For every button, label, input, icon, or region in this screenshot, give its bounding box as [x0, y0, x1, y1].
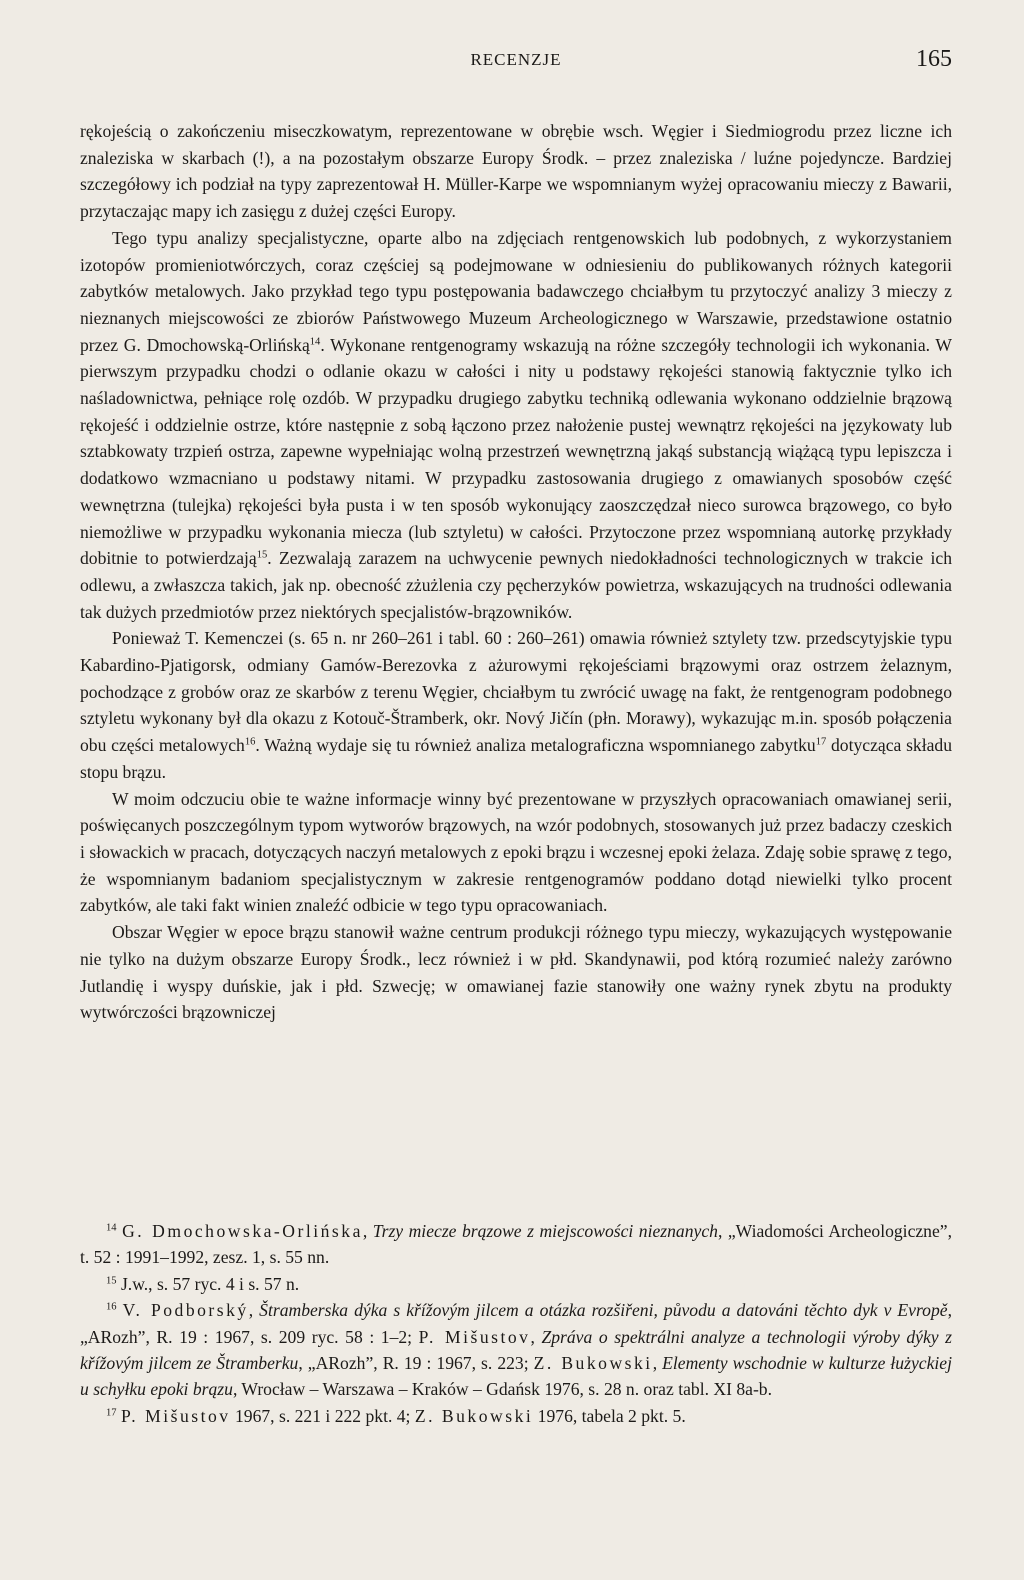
- footnote-text: J.w., s. 57 ryc. 4 i s. 57 n.: [120, 1273, 300, 1294]
- footnote-separator: ,: [362, 1221, 373, 1241]
- footnote-author: V. Podborský: [122, 1300, 249, 1321]
- footnote-title: Elementy wschodnie w kulturze łużyckiej u schyłku epoki brązu: [80, 1353, 952, 1400]
- footnote-text: , Wrocław – Warszawa – Kraków – Gdańsk 1976, s. 28 n. oraz tabl. XI 8a-b.: [232, 1379, 773, 1400]
- paragraph-3-part-1: Ponieważ T. Kemenczei (s. 65 n. nr 260–261 i tabl. 60 : 260–261) omawia również sztylety tzw. przedscytyjskie typu Kabardino-Pjatigorsk, odmiany Gamów-Berezovka z ażurowymi rękojeściami brązowymi oraz ostrzem żelaznym, pochodzące z grobów oraz ze skarbów z terenu Węgier, chciałbym tu zwrócić uwagę na fakt, że rentgenogram podobnego sztyletu wykonany był dla okazu z Kotouč-Štramberk, okr. Nový Jičín (płn. Morawy), wykazując m.in. sposób połączenia obu części metalowych: [80, 628, 952, 756]
- footnote-15: [80, 1271, 952, 1297]
- footnote-separator: ,: [248, 1300, 260, 1321]
- footnote-author: G. Dmochowska-Orlińska: [122, 1221, 363, 1241]
- paragraph-4: W moim odczuciu obie te ważne informacje winny być prezentowane w przyszłych opracowaniach omawianej serii, poświęcanych poszczególnym typom wytworów brązowych, na wzór podobnych, stosowanych już przez badaczy czeskich i słowackich w pracach, dotyczących naczyń metalowych z epoki brązu i wczesnej epoki żelaza. Zdaję sobie sprawę z tego, że wspomnianym badaniom specjalistycznym w zakresie rentgenogramów poddano dotąd niewielki tylko procent zabytków, ale taki fakt winien znaleźć odbicie w tego typu opracowaniach.: [80, 788, 952, 916]
- footnote-text: , „Wiadomości Archeologiczne”, t. 52 : 1991–1992, zesz. 1, s. 55 nn.: [80, 1221, 952, 1268]
- paragraph-1: rękojeścią o zakończeniu miseczkowatym, reprezentowane w obrębie wsch. Węgier i Siedmiogrodu przez liczne ich znaleziska w skarbach (!), a na pozostałym obszarze Europy Środk. – przez znaleziska / luźne pojedyncze. Bardziej szczegółowy ich podział na typy zaprezentował H. Müller-Karpe we wspomnianym wyżej opracowaniu mieczy z Bawarii, przytaczając mapy ich zasięgu z dużej części Europy.: [80, 121, 952, 222]
- paragraph-3-part-2: . Ważną wydaje się tu również analiza metalograficzna wspomnianego zabytku: [255, 735, 816, 756]
- paragraph-3: [80, 625, 952, 785]
- footnote-text: , „ARozh”, R. 19 : 1967, s. 223;: [298, 1353, 534, 1374]
- footnote-16: [80, 1297, 952, 1403]
- footnote-mark: 17: [106, 1407, 117, 1419]
- footnote-author: P. Mišustov: [418, 1326, 531, 1347]
- footnote-ref-15: 15: [256, 549, 268, 561]
- footnote-text: 1976, tabela 2 pkt. 5.: [533, 1405, 686, 1426]
- page-number: 165: [916, 46, 952, 72]
- paragraph-2-part-3: . Zezwalają zarazem na uchwycenie pewnych niedokładności technologicznych w trakcie ich odlewu, a zwłaszcza takich, jak np. obecność zżużlenia czy pęcherzyków powietrza, wskazujących na trudności odlewania tak dużych przedmiotów przez niektórych specjalistów-brązowników.: [80, 548, 952, 622]
- footnote-text: 1967, s. 221 i 222 pkt. 4;: [230, 1405, 415, 1426]
- paragraph-2-part-2: . Wykonane rentgenogramy wskazują na różne szczegóły technologii ich wykonania. W pierwszym przypadku chodzi o odlanie okazu w całości i nity u podstawy rękojeści stanowią faktycznie tylko ich naśladownictwa, pełniące rolę ozdób. W przypadku drugiego zabytku techniką odlewania wykonano oddzielnie brązową rękojeść i oddzielnie ostrze, które następnie z sobą łączono przez nałożenie pustej wewnątrz rękojeści na językowaty lub sztabkowaty trzpień ostrza, zapewne wypełniając wolną przestrzeń wewnętrzną jakąś substancją wiążącą typu lepiszcza i dodatkowo wzmacniano u podstawy nitami. W przypadku zastosowania drugiego z omawianych sposobów część wewnętrzna (tulejka) rękojeści była pusta i w ten sposób wykonujący zaoszczędzał nieco surowca brązowego, co było niemożliwe w przypadku wykonania miecza (lub sztyletu) w całości. Przytoczone przez wspomnianą autorkę przykłady dobitnie to potwierdzają: [80, 334, 953, 569]
- footnote-ref-16: 16: [244, 736, 256, 748]
- running-head: [80, 46, 952, 80]
- footnote-14: [80, 1218, 952, 1271]
- footnote-mark: 16: [106, 1301, 117, 1313]
- footnote-author: P. Mišustov: [120, 1405, 231, 1426]
- footnote-mark: 14: [106, 1222, 117, 1234]
- running-title: RECENZJE: [470, 50, 562, 69]
- footnote-ref-14: 14: [309, 336, 321, 348]
- footnote-17: [80, 1403, 952, 1429]
- footnotes: [80, 1218, 952, 1429]
- footnote-ref-17: 17: [815, 736, 827, 748]
- footnote-title: Štramberska dýka s křížovým jilcem a otázka rozšiřeni, původu a datováni těchto dyk v Evropě: [259, 1300, 948, 1321]
- footnote-title: Trzy miecze brązowe z miejscowości nieznanych: [372, 1221, 718, 1241]
- footnote-title: Zpráva o spektrálni analyze a technologii výroby dýky z křížovým jilcem ze Štramberku: [80, 1326, 953, 1374]
- paragraph-3-part-3: dotycząca składu stopu brązu.: [80, 735, 953, 782]
- footnote-mark: 15: [106, 1275, 117, 1287]
- footnote-author: Z. Bukowski: [533, 1353, 653, 1374]
- body-text: [80, 118, 952, 1026]
- paragraph-2: [80, 225, 952, 626]
- footnote-separator: ,: [652, 1353, 663, 1374]
- paragraph-2-part-1: Tego typu analizy specjalistyczne, oparte albo na zdjęciach rentgenowskich lub podobnych, z wykorzystaniem izotopów promieniotwórczych, coraz częściej są podejmowane w odniesieniu do publikowanych różnych kategorii zabytków metalowych. Jako przykład tego typu postępowania badawczego chciałbym tu przytoczyć analizy 3 mieczy z nieznanych miejscowości ze zbiorów Państwowego Muzeum Archeologicznego w Warszawie, przedstawione ostatnio przez G. Dmochowską-Orlińską: [80, 227, 952, 355]
- footnote-author: Z. Bukowski: [414, 1405, 534, 1426]
- footnote-separator: ,: [530, 1326, 542, 1347]
- footnote-text: , „ARozh”, R. 19 : 1967, s. 209 ryc. 58 : 1–2;: [80, 1300, 952, 1347]
- paragraph-5: Obszar Węgier w epoce brązu stanowił ważne centrum produkcji różnego typu mieczy, wykazujących występowanie nie tylko na dużym obszarze Europy Środk., lecz również i w płd. Skandynawii, pod którą rozumieć należy zarówno Jutlandię i wyspy duńskie, jak i płd. Szwecję; w omawianej fazie stanowiły one ważny rynek zbytu na produkty wytwórczości brązowniczej: [80, 922, 952, 1023]
